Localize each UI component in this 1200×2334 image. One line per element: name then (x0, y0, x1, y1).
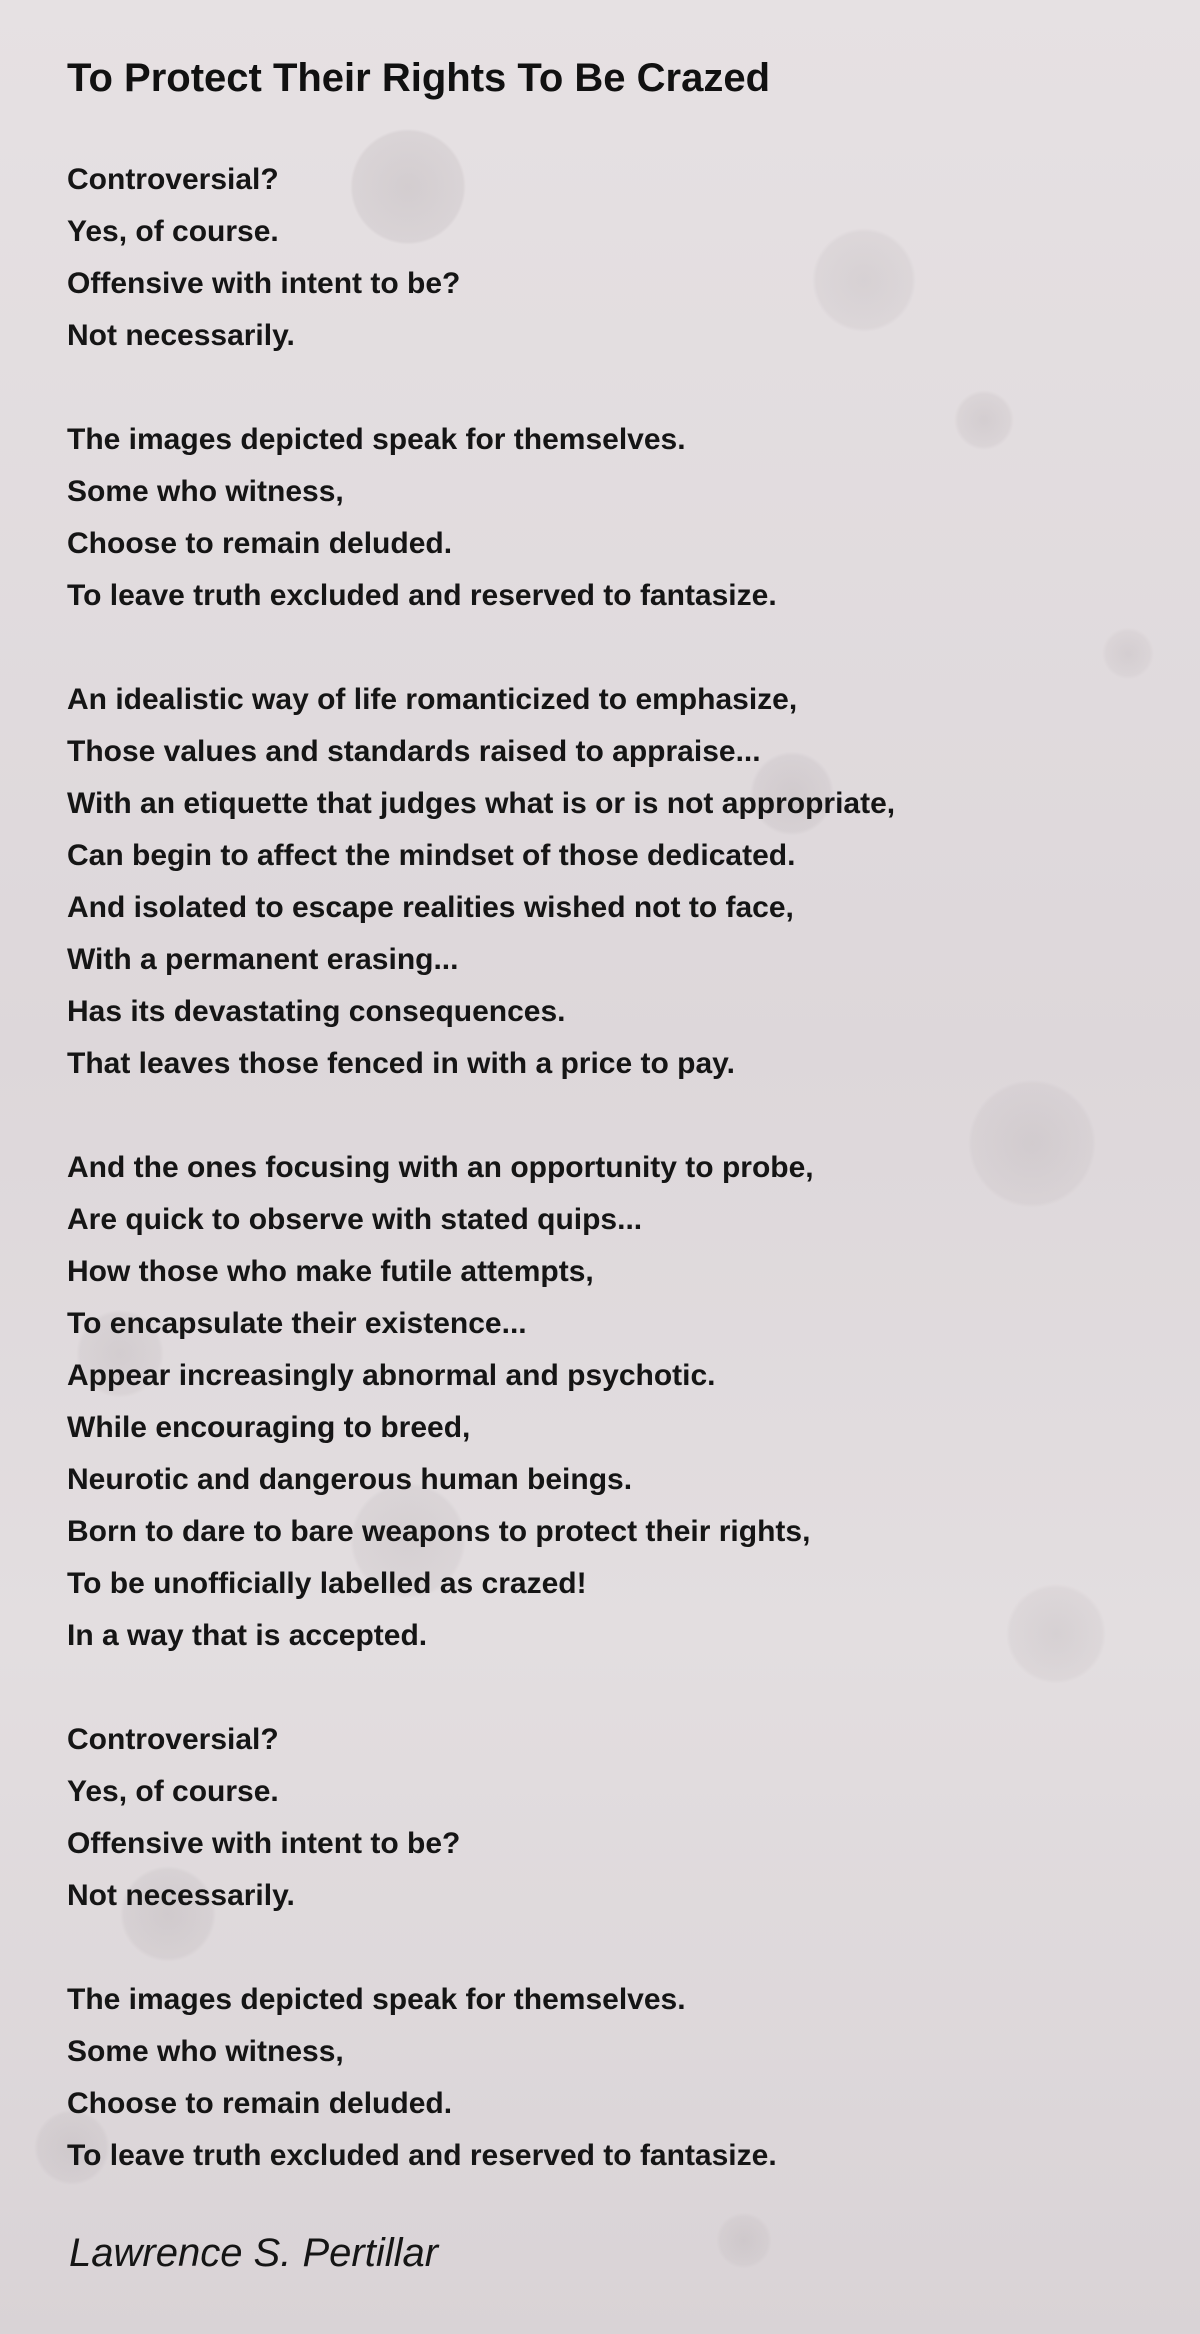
poem-line: Offensive with intent to be? (67, 1827, 461, 1860)
poem-line: Not necessarily. (67, 1879, 295, 1912)
poem-line: That leaves those fenced in with a price to pay. (67, 1047, 735, 1080)
poem-line: To encapsulate their existence... (67, 1307, 527, 1340)
poem-body (67, 154, 1147, 2182)
stanza-1 (67, 154, 1147, 362)
stanza-5 (67, 1714, 1147, 1922)
stanza-3 (67, 674, 1147, 1090)
poem-line: While encouraging to breed, (67, 1411, 471, 1444)
poem-line: Those values and standards raised to appraise... (67, 735, 761, 768)
poem-author: Lawrence S. Pertillar (69, 2231, 439, 2275)
poem-line: And the ones focusing with an opportunity to probe, (67, 1151, 814, 1184)
poem-line: Can begin to affect the mindset of those dedicated. (67, 839, 796, 872)
poem-line: Controversial? (67, 163, 279, 196)
poem-line: How those who make futile attempts, (67, 1255, 594, 1288)
poem-line: Not necessarily. (67, 319, 295, 352)
poem-line: Has its devastating consequences. (67, 995, 566, 1028)
poem-line: Choose to remain deluded. (67, 2087, 453, 2120)
poem-line: To leave truth excluded and reserved to fantasize. (67, 579, 777, 612)
poem-line: To leave truth excluded and reserved to fantasize. (67, 2139, 777, 2172)
poem-line: Are quick to observe with stated quips... (67, 1203, 643, 1236)
poem-line: The images depicted speak for themselves. (67, 423, 686, 456)
poem-title: To Protect Their Rights To Be Crazed (67, 56, 771, 100)
stanza-4 (67, 1142, 1147, 1662)
poem-line: And isolated to escape realities wished not to face, (67, 891, 794, 924)
poem-page (67, 50, 1147, 2182)
poem-line: An idealistic way of life romanticized to emphasize, (67, 683, 798, 716)
poem-line: Some who witness, (67, 475, 344, 508)
poem-line: The images depicted speak for themselves. (67, 1983, 686, 2016)
poem-line: Controversial? (67, 1723, 279, 1756)
poem-line: Yes, of course. (67, 215, 279, 248)
poem-line: Yes, of course. (67, 1775, 279, 1808)
poem-line: Appear increasingly abnormal and psychotic. (67, 1359, 716, 1392)
poem-line: Choose to remain deluded. (67, 527, 453, 560)
poem-line: Born to dare to bare weapons to protect their rights, (67, 1515, 811, 1548)
poem-line: Offensive with intent to be? (67, 267, 461, 300)
stanza-6 (67, 1974, 1147, 2182)
poem-line: With an etiquette that judges what is or is not appropriate, (67, 787, 896, 820)
poem-line: Neurotic and dangerous human beings. (67, 1463, 633, 1496)
poem-line: To be unofficially labelled as crazed! (67, 1567, 587, 1600)
poem-line: With a permanent erasing... (67, 943, 459, 976)
poem-line: Some who witness, (67, 2035, 344, 2068)
poem-line: In a way that is accepted. (67, 1619, 428, 1652)
stanza-2 (67, 414, 1147, 622)
